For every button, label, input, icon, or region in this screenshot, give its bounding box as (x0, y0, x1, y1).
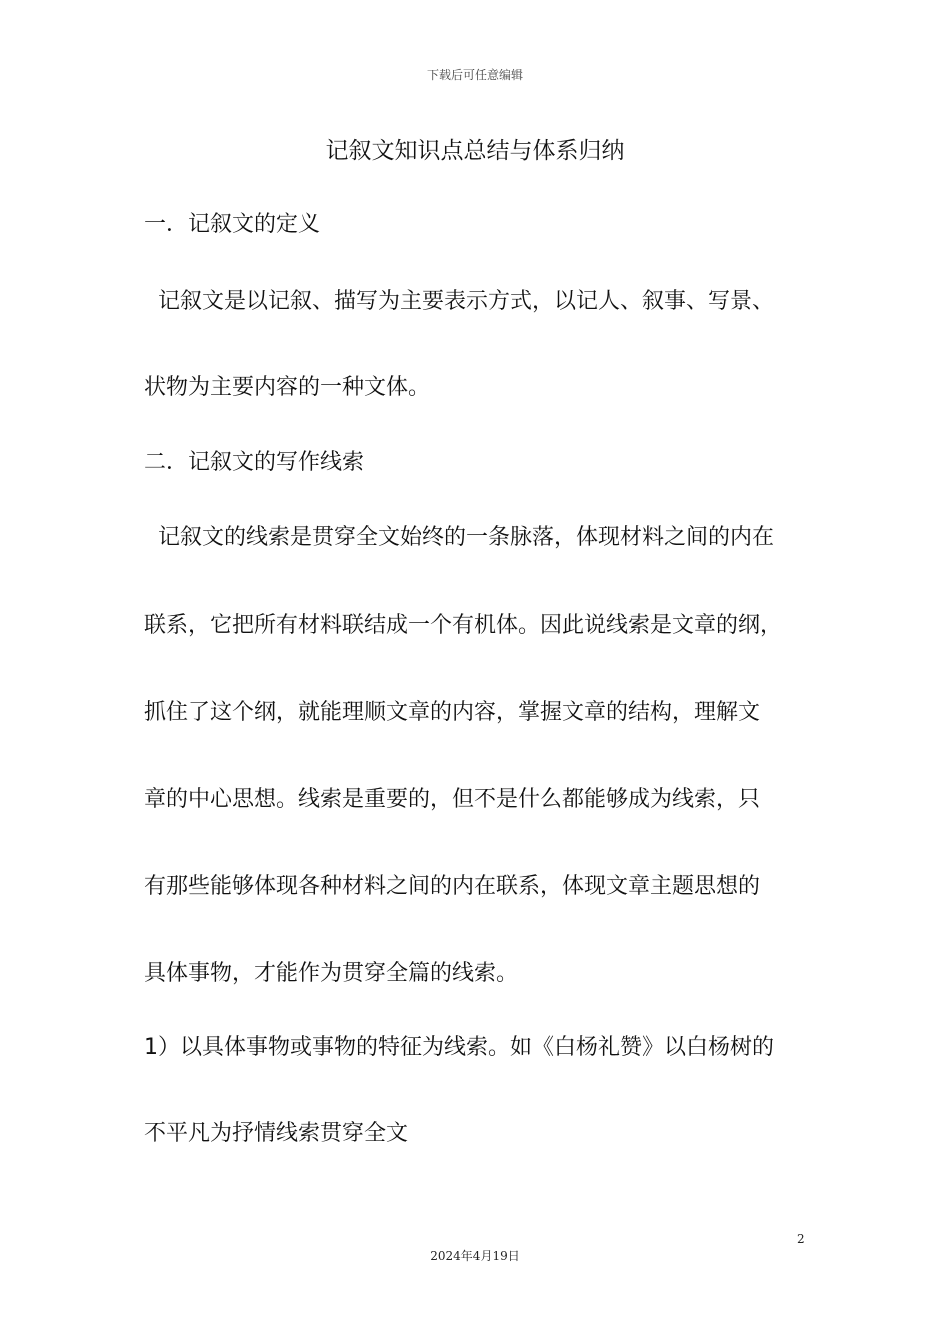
body-line: 抓住了这个纲，就能理顺文章的内容，掌握文章的结构，理解文 (144, 700, 761, 725)
body-line: 记叙文的线索是贯穿全文始终的一条脉落，体现材料之间的内在 (144, 525, 774, 550)
body-line: 有那些能够体现各种材料之间的内在联系，体现文章主题思想的 (144, 874, 761, 899)
page-number: 2 (797, 1232, 805, 1246)
body-line: 章的中心思想。线索是重要的，但不是什么都能够成为线索，只 (144, 787, 761, 812)
footer-date: 2024年4月19日 (430, 1249, 520, 1263)
body-line: 具体事物，才能作为贯穿全篇的线索。 (144, 961, 519, 986)
section-heading-definition: 一．记叙文的定义 (144, 212, 321, 237)
body-line: 记叙文是以记叙、描写为主要表示方式，以记人、叙事、写景、 (144, 289, 774, 314)
list-item-line: 不平凡为抒情线索贯穿全文 (144, 1121, 409, 1146)
list-item-line: 1）以具体事物或事物的特征为线索。如《白杨礼赞》以白杨树的 (144, 1035, 774, 1060)
body-line: 联系，它把所有材料联结成一个有机体。因此说线索是文章的纲， (144, 613, 783, 638)
section-heading-clue: 二．记叙文的写作线索 (144, 450, 365, 475)
header-note: 下载后可任意编辑 (426, 68, 523, 82)
body-line: 状物为主要内容的一种文体。 (144, 375, 431, 400)
document-title: 记叙文知识点总结与体系归纳 (325, 138, 625, 164)
